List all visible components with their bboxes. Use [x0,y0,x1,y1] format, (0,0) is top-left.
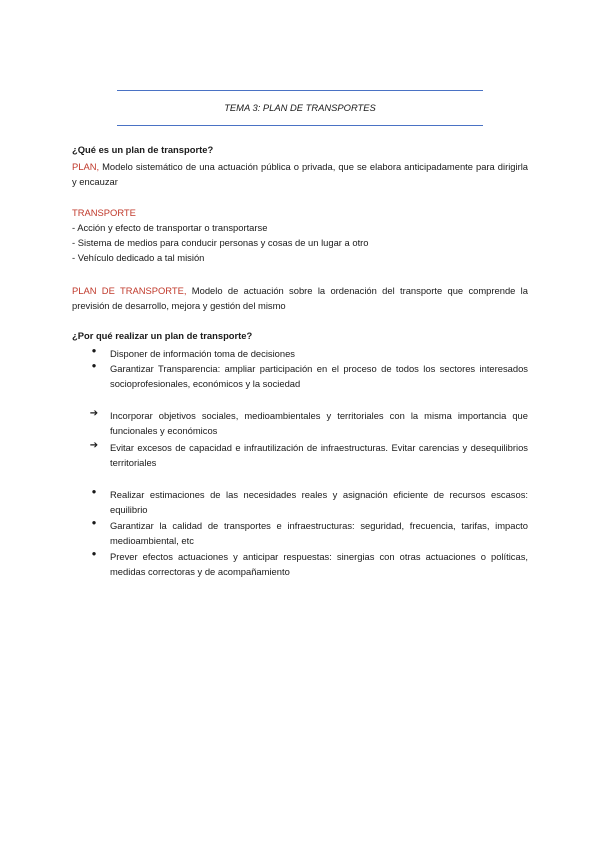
transporte-heading: TRANSPORTE [72,207,136,218]
transporte-item: - Vehículo dedicado a tal misión [72,252,205,263]
plan-definition [72,159,528,189]
plan-term: PLAN, [72,161,100,172]
plan-definition-text: Modelo sistemático de una actuación pública o privada, que se elabora anticipadamente para dirigirla y encauzar [72,161,528,187]
list-item-text: Garantizar la calidad de transportes e infraestructuras: seguridad, frecuencia, tarifas, impacto medioambiental, etc [110,520,528,546]
header-bottom-rule [117,125,483,126]
plan-transporte-text: Modelo de actuación sobre la ordenación del transporte que comprende la previsión de desarrollo, mejora y gestión del mismo [72,285,528,311]
document-title: TEMA 3: PLAN DE TRANSPORTES [224,102,376,113]
list-item-text: Garantizar Transparencia: ampliar participación en el proceso de todos los sectores interesados socioprofesionales, económicos y la sociedad [110,363,528,389]
header-top-rule [117,90,483,91]
list-item-text: Prever efectos actuaciones y anticipar respuestas: sinergias con otras actuaciones o políticas, medidas correctoras y de acompañamiento [110,551,528,577]
plan-transporte-definition [72,283,528,313]
question-what-is-plan: ¿Qué es un plan de transporte? [72,144,214,155]
list-item-text: Evitar excesos de capacidad e infrautilización de infraestructuras. Evitar carencias y desequilibrios territoriales [110,442,528,468]
bullet-dot-icon: ● [91,346,97,355]
bullet-dot-icon: ● [91,487,97,496]
right-arrow-icon: ➔ [89,408,99,419]
transporte-item: - Acción y efecto de transportar o transportarse [72,222,268,233]
transporte-item: - Sistema de medios para conducir personas y cosas de un lugar a otro [72,237,369,248]
list-item-text: Incorporar objetivos sociales, medioambientales y territoriales con la misma importancia que funcionales y económicos [110,410,528,436]
right-arrow-icon: ➔ [89,440,99,451]
list-item-text: Disponer de información toma de decisiones [110,348,295,359]
bullet-dot-icon: ● [91,549,97,558]
plan-transporte-term: PLAN DE TRANSPORTE, [72,285,187,296]
bullet-dot-icon: ● [91,518,97,527]
question-why-plan: ¿Por qué realizar un plan de transporte? [72,330,253,341]
bullet-dot-icon: ● [91,361,97,370]
list-item-text: Realizar estimaciones de las necesidades reales y asignación eficiente de recursos escasos: equilibrio [110,489,528,515]
